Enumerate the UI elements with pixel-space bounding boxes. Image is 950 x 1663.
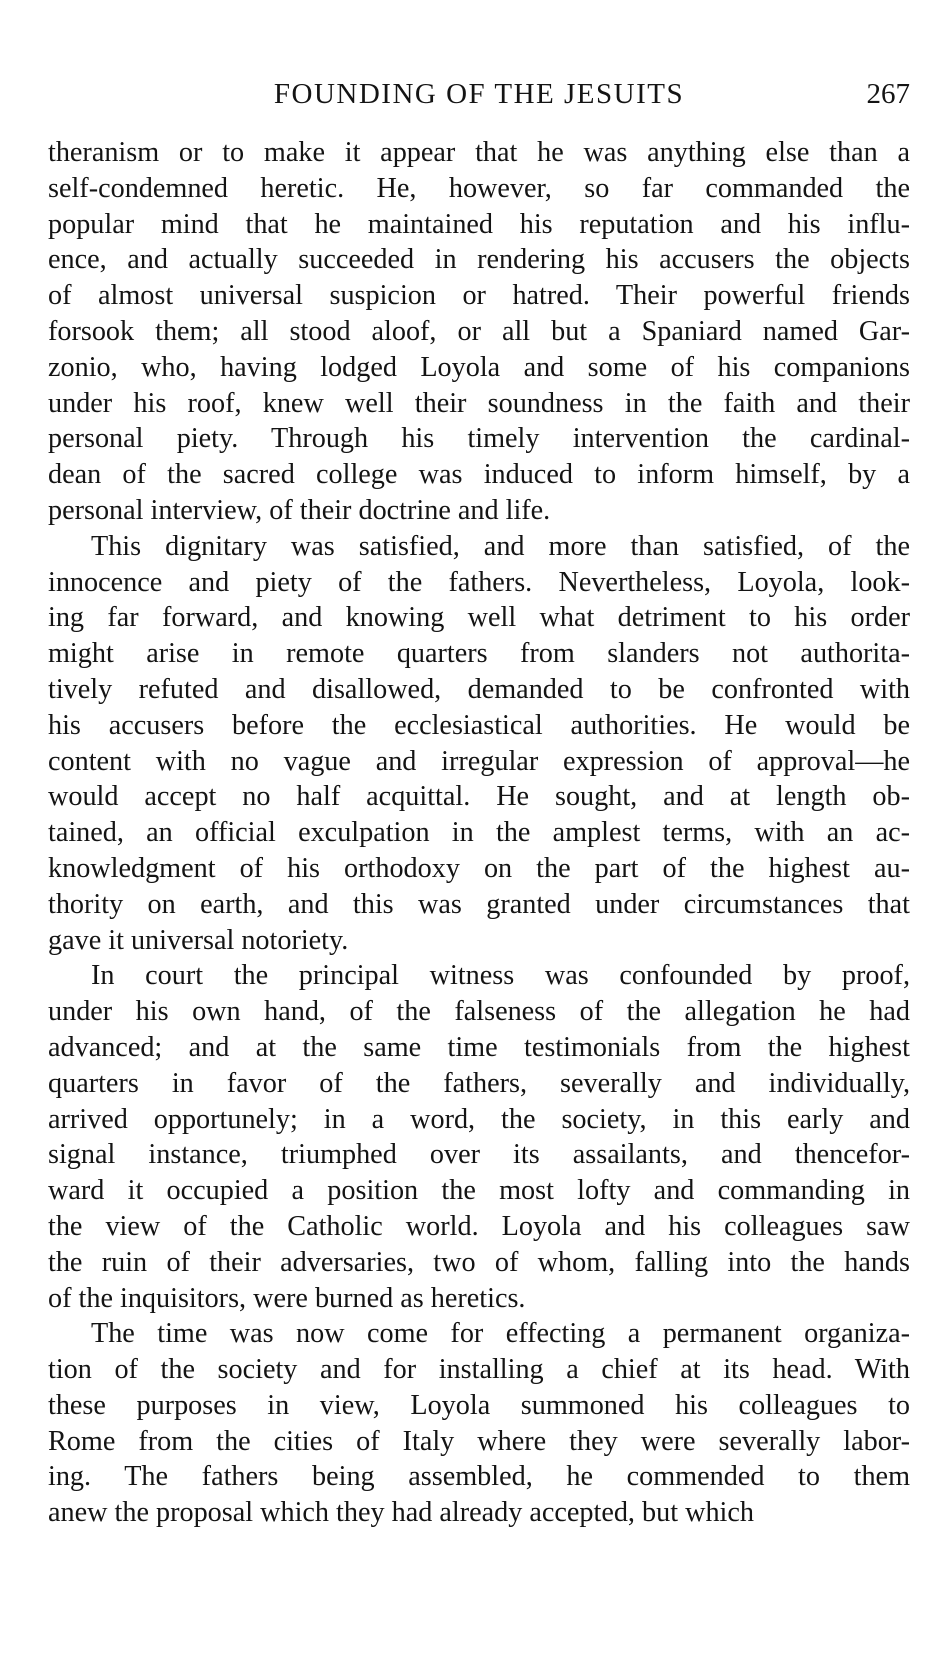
text-line: of almost universal suspicion or hatred. Their powerful friends (48, 280, 910, 312)
text-line: knowledgment of his orthodoxy on the part of the highest au- (48, 852, 910, 884)
paragraph (48, 958, 910, 1316)
text-line: zonio, who, having lodged Loyola and some of his companions (48, 351, 910, 383)
text-line: The time was now come for effecting a permanent organiza- (91, 1318, 910, 1350)
text-line: gave it universal notoriety. (48, 924, 349, 956)
text-line: theranism or to make it appear that he was anything else than a (48, 137, 910, 168)
text-line: ing. The fathers being assembled, he commended to them (48, 1461, 910, 1493)
text-line: popular mind that he maintained his reputation and his influ- (48, 208, 910, 240)
text-line: signal instance, triumphed over its assailants, and thencefor- (48, 1139, 910, 1171)
text-line: content with no vague and irregular expression of approval—he (48, 745, 910, 777)
text-line: dean of the sacred college was induced to inform himself, by a (48, 459, 910, 491)
text-line: In court the principal witness was confounded by proof, (91, 960, 910, 992)
text-line: tained, an official exculpation in the amplest terms, with an ac- (48, 817, 910, 849)
text-line: personal piety. Through his timely intervention the cardinal- (48, 423, 910, 455)
text-line: This dignitary was satisfied, and more than satisfied, of the (91, 530, 910, 562)
text-line: his accusers before the ecclesiastical authorities. He would be (48, 709, 910, 741)
page-title: FOUNDING OF THE JESUITS (273, 78, 685, 110)
text-line: innocence and piety of the fathers. Nevertheless, Loyola, look- (48, 566, 910, 598)
text-line: ing far forward, and knowing well what detriment to his order (48, 602, 910, 634)
text-line: might arise in remote quarters from slanders not authorita- (48, 638, 910, 670)
text-line: ward it occupied a position the most lofty and commanding in (48, 1175, 910, 1207)
text-line: personal interview, of their doctrine and life. (48, 494, 551, 526)
running-head (48, 72, 910, 116)
paragraph (48, 1316, 910, 1531)
page-number: 267 (866, 78, 910, 110)
text-line: advanced; and at the same time testimonials from the highest (48, 1031, 910, 1063)
body-text (48, 135, 910, 1531)
text-line: the view of the Catholic world. Loyola and his colleagues saw (48, 1210, 910, 1242)
text-line: tively refuted and disallowed, demanded to be confronted with (48, 673, 910, 705)
text-line: Rome from the cities of Italy where they were severally labor- (48, 1425, 910, 1457)
text-line: thority on earth, and this was granted under circumstances that (48, 888, 910, 920)
text-line: these purposes in view, Loyola summoned his colleagues to (48, 1389, 910, 1421)
paragraph (48, 135, 910, 529)
text-line: forsook them; all stood aloof, or all but a Spaniard named Gar- (48, 315, 910, 347)
text-line: ence, and actually succeeded in rendering his accusers the objects (48, 244, 910, 276)
text-line: quarters in favor of the fathers, severally and individually, (48, 1067, 910, 1099)
text-line: under his roof, knew well their soundness in the faith and their (48, 387, 910, 419)
text-line: under his own hand, of the falseness of the allegation he had (48, 996, 910, 1028)
text-line: would accept no half acquittal. He sought, and at length ob- (48, 781, 910, 813)
text-line: the ruin of their adversaries, two of whom, falling into the hands (48, 1246, 910, 1278)
text-line: of the inquisitors, were burned as heretics. (48, 1282, 526, 1314)
text-line: tion of the society and for installing a chief at its head. With (48, 1354, 910, 1386)
text-line: self-condemned heretic. He, however, so far commanded the (48, 172, 910, 204)
text-line: anew the proposal which they had already accepted, but which (48, 1497, 754, 1529)
paragraph (48, 529, 910, 959)
text-line: arrived opportunely; in a word, the society, in this early and (48, 1103, 910, 1135)
